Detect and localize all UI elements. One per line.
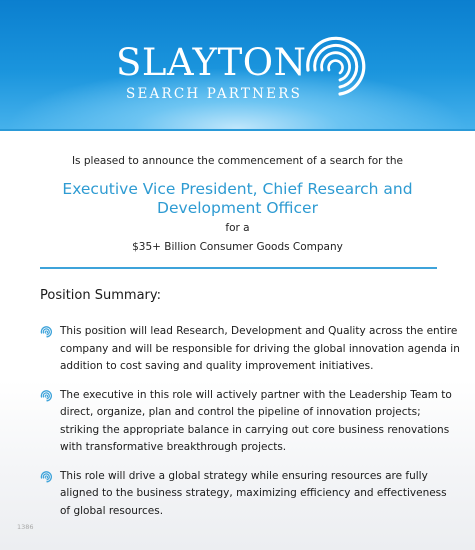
banner-divider — [0, 129, 475, 131]
swirl-bullet-icon — [40, 471, 52, 483]
swirl-bullet-icon — [40, 390, 52, 402]
swirl-bullet-icon — [40, 326, 52, 338]
job-title: Executive Vice President, Chief Research and Development Officer — [62, 180, 413, 217]
document-id: 1386 — [17, 523, 34, 531]
list-item — [40, 468, 460, 521]
brand-subtitle: SEARCH PARTNERS — [126, 86, 303, 102]
for-a-text: for a — [225, 222, 250, 234]
list-item-text: This role will drive a global strategy while ensuring resources are fully aligned to the business strategy, maximizing efficiency and effectiveness of global resources. — [60, 469, 447, 517]
section-divider — [40, 267, 437, 269]
list-item — [40, 387, 460, 457]
intro-text: Is pleased to announce the commencement of a search for the — [71, 155, 404, 167]
list-item-text: This position will lead Research, Development and Quality across the entire company and will be responsible for driving the global innovation agenda in addition to cost saving and quality improvement initiatives. — [60, 325, 460, 372]
concentric-swirl-icon — [300, 30, 372, 102]
brand-name: SLAYTON — [116, 41, 307, 84]
list-item — [40, 323, 460, 376]
position-summary-heading: Position Summary: — [40, 288, 162, 303]
list-item-text: The executive in this role will actively partner with the Leadership Team to direct, organize, plan and control the pipeline of innovation projects; striking the appropriate balance in carrying out core business renovations with transformative breakthrough projects. — [60, 388, 452, 453]
position-summary-list — [40, 323, 460, 531]
company-description: $35+ Billion Consumer Goods Company — [132, 241, 343, 253]
header-banner — [0, 0, 475, 131]
